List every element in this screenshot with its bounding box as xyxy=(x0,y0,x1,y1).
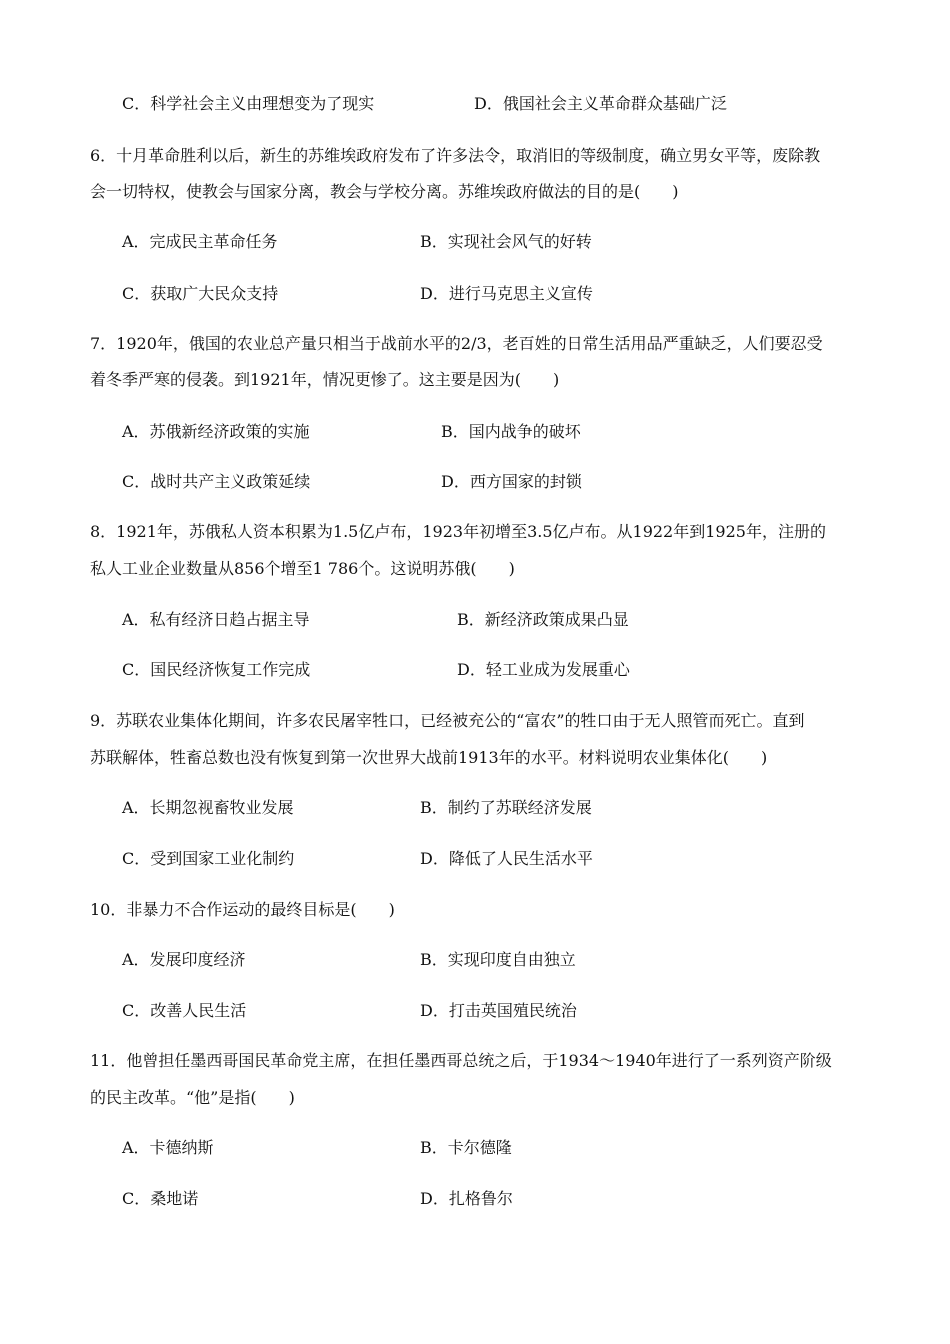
question-11-option-d: D．扎格鲁尔 xyxy=(420,1189,513,1208)
question-11-line-1: 11．他曾担任墨西哥国民革命党主席，在担任墨西哥总统之后，于1934～1940年进行了一系列资产阶级 xyxy=(90,1051,832,1070)
question-10-option-d: D．打击英国殖民统治 xyxy=(420,1001,577,1020)
question-7-option-d: D．西方国家的封锁 xyxy=(441,472,582,491)
question-9-option-a: A．长期忽视畜牧业发展 xyxy=(122,798,294,817)
question-11-option-b: B．卡尔德隆 xyxy=(420,1138,512,1157)
question-8-option-c: C．国民经济恢复工作完成 xyxy=(122,660,311,679)
question-11-line-2: 的民主改革。“他”是指( ) xyxy=(90,1088,295,1107)
question-10-line-1: 10．非暴力不合作运动的最终目标是( ) xyxy=(90,900,395,919)
question-7-line-1: 7．1920年，俄国的农业总产量只相当于战前水平的2/3，老百姓的日常生活用品严重缺乏，人们要忍受 xyxy=(90,334,823,353)
question-6-line-2: 会一切特权，使教会与国家分离，教会与学校分离。苏维埃政府做法的目的是( ) xyxy=(90,182,679,201)
question-10-option-c: C．改善人民生活 xyxy=(122,1001,247,1020)
prev-option-d: D．俄国社会主义革命群众基础广泛 xyxy=(474,94,727,113)
question-8-option-a: A．私有经济日趋占据主导 xyxy=(122,610,310,629)
question-10-option-b: B．实现印度自由独立 xyxy=(420,950,576,969)
question-9-option-c: C．受到国家工业化制约 xyxy=(122,849,295,868)
question-7-line-2: 着冬季严寒的侵袭。到1921年，情况更惨了。这主要是因为( ) xyxy=(90,370,560,389)
question-8-line-1: 8．1921年，苏俄私人资本积累为1.5亿卢布，1923年初增至3.5亿卢布。从1922年到1925年，注册的 xyxy=(90,522,826,541)
question-9-line-1: 9．苏联农业集体化期间，许多农民屠宰牲口，已经被充公的“富农”的牲口由于无人照管而死亡。直到 xyxy=(90,711,805,730)
question-6-option-c: C．获取广大民众支持 xyxy=(122,284,279,303)
question-8-option-d: D．轻工业成为发展重心 xyxy=(457,660,630,679)
question-6-line-1: 6．十月革命胜利以后，新生的苏维埃政府发布了许多法令，取消旧的等级制度，确立男女平等，废除教 xyxy=(90,146,821,165)
question-8-option-b: B．新经济政策成果凸显 xyxy=(457,610,629,629)
question-6-option-a: A．完成民主革命任务 xyxy=(122,232,278,251)
question-9-option-d: D．降低了人民生活水平 xyxy=(420,849,593,868)
question-7-option-a: A．苏俄新经济政策的实施 xyxy=(122,422,310,441)
question-11-option-c: C．桑地诺 xyxy=(122,1189,199,1208)
question-7-option-c: C．战时共产主义政策延续 xyxy=(122,472,311,491)
question-6-option-d: D．进行马克思主义宣传 xyxy=(420,284,593,303)
prev-option-c: C．科学社会主义由理想变为了现实 xyxy=(122,94,375,113)
question-10-option-a: A．发展印度经济 xyxy=(122,950,246,969)
question-7-option-b: B．国内战争的破坏 xyxy=(441,422,581,441)
question-9-option-b: B．制约了苏联经济发展 xyxy=(420,798,592,817)
question-9-line-2: 苏联解体，牲畜总数也没有恢复到第一次世界大战前1913年的水平。材料说明农业集体化( ) xyxy=(90,748,768,767)
question-6-option-b: B．实现社会风气的好转 xyxy=(420,232,592,251)
question-11-option-a: A．卡德纳斯 xyxy=(122,1138,214,1157)
question-8-line-2: 私人工业企业数量从856个增至1 786个。这说明苏俄( ) xyxy=(90,559,515,578)
